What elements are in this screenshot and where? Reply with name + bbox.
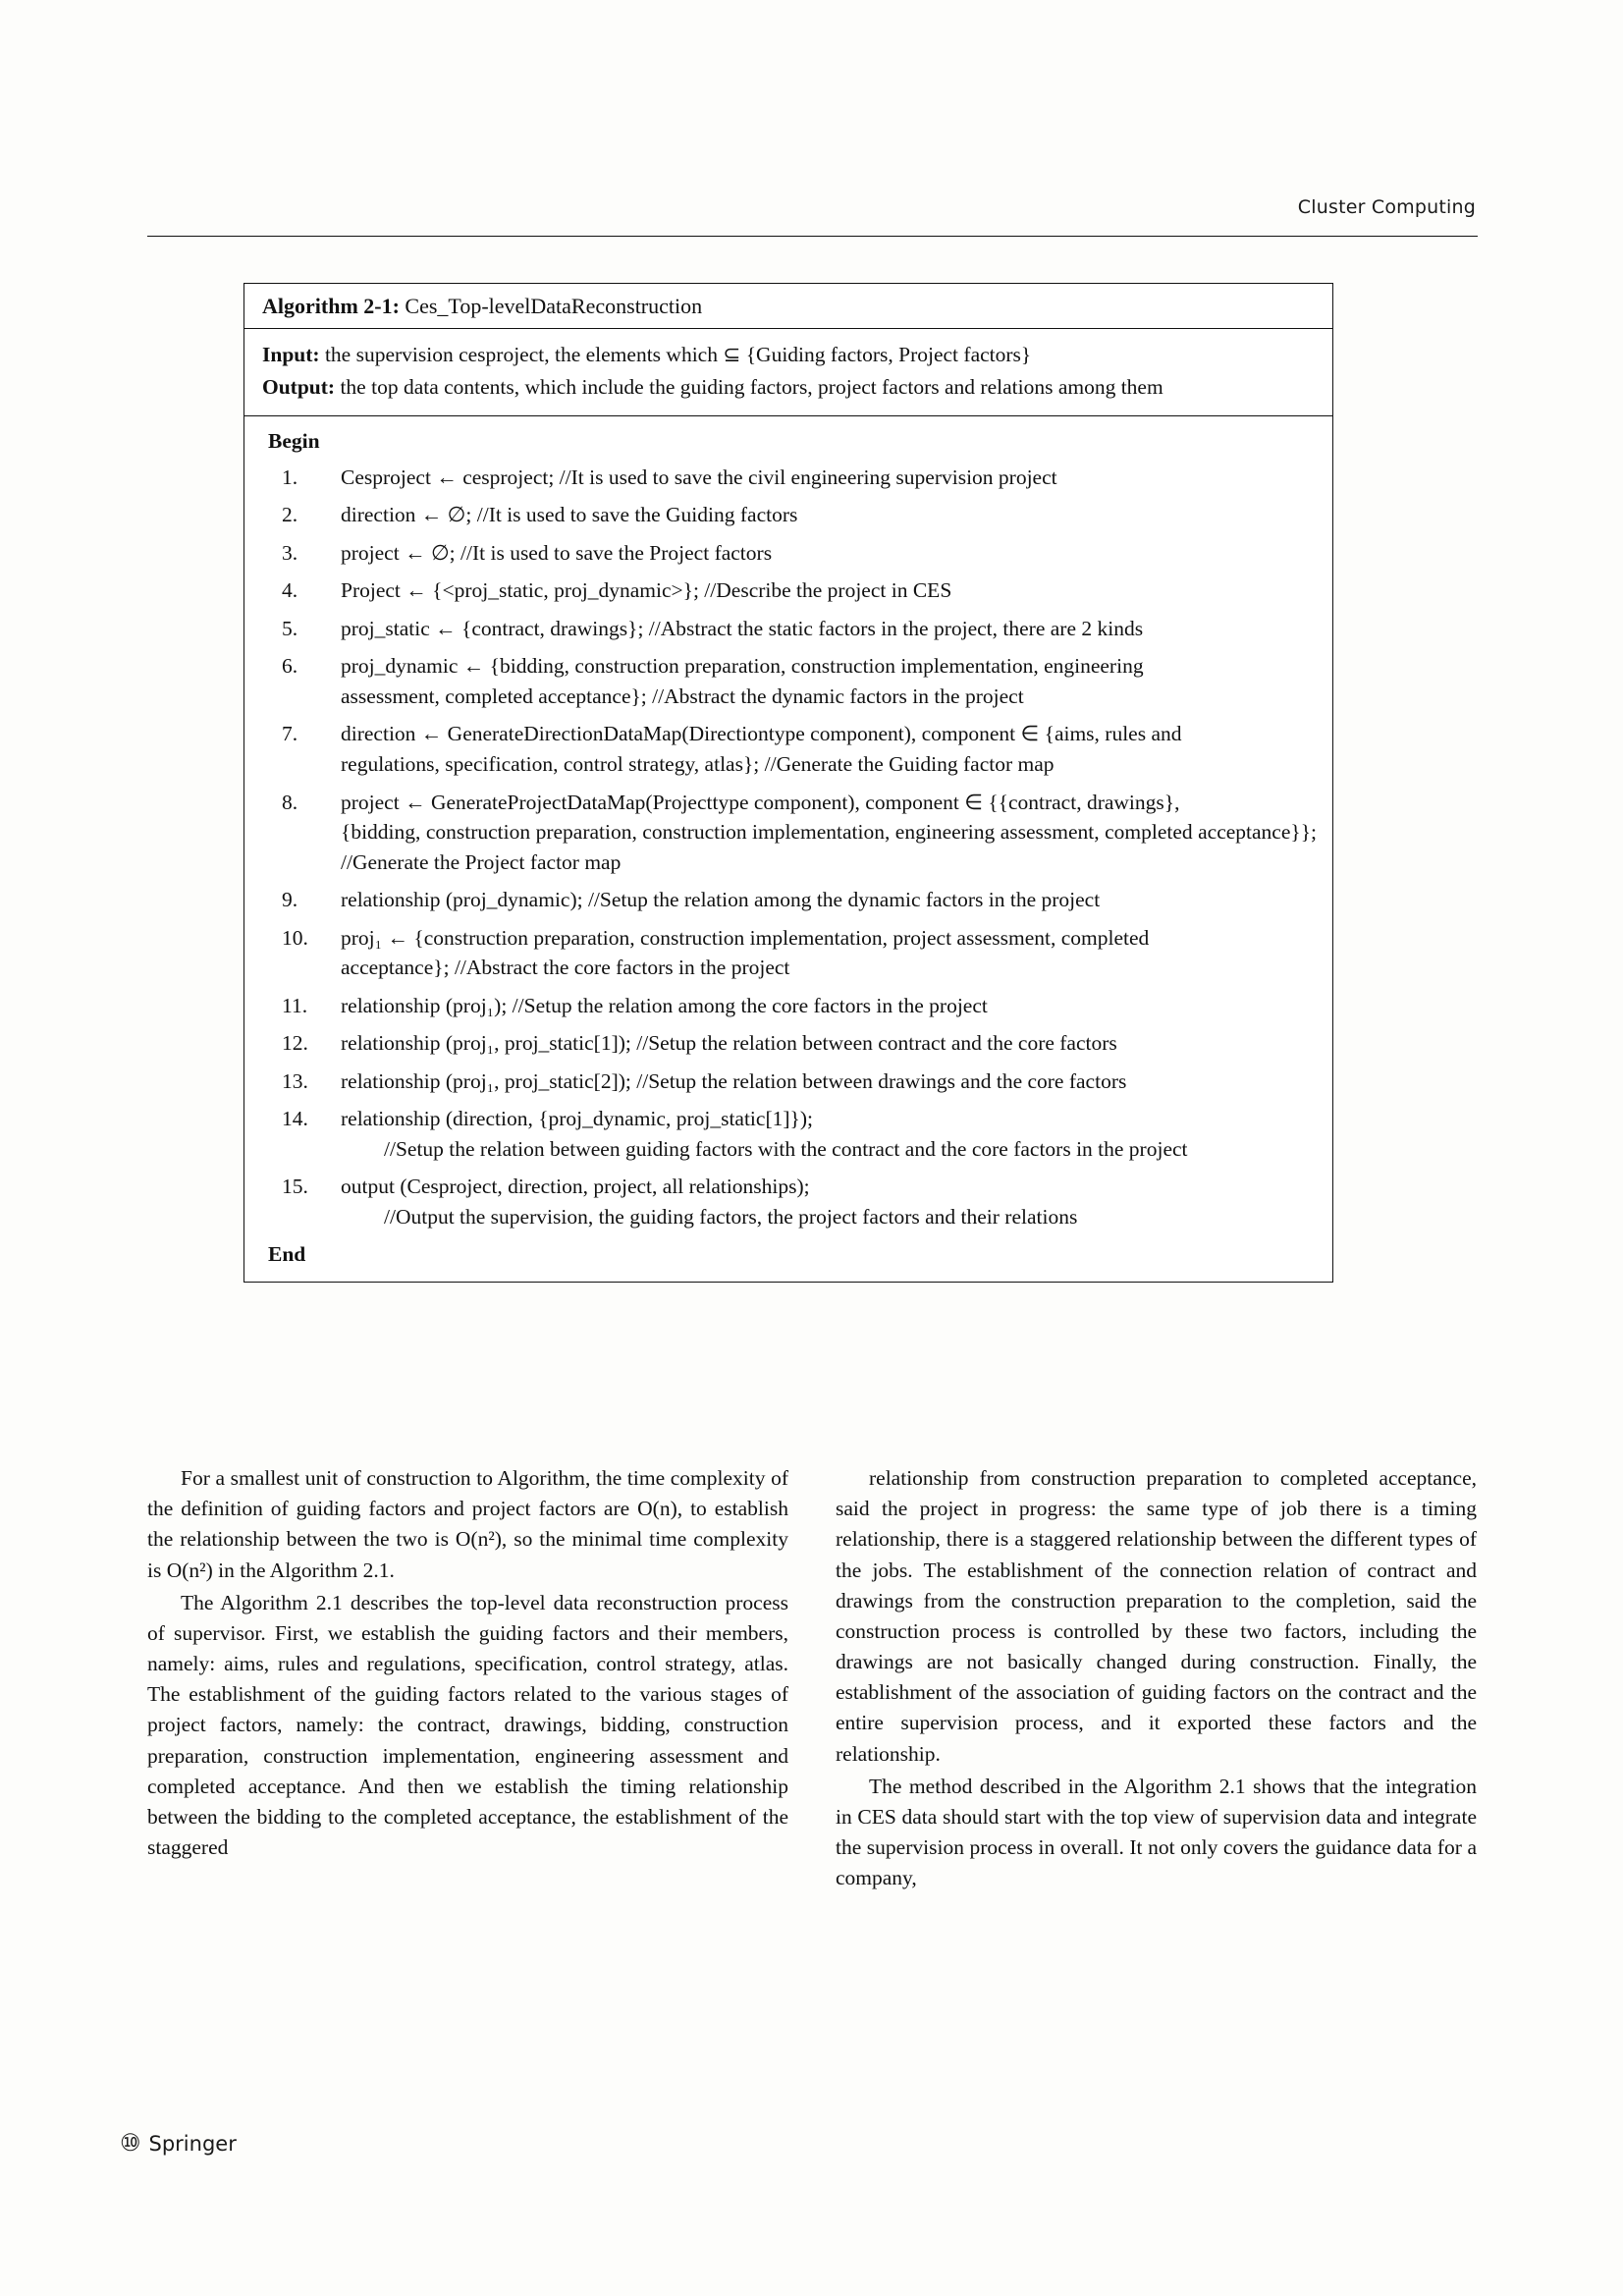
step-text: relationship (proj₁, proj_static[1]); //Setup the relation between contract and the core factors bbox=[341, 1031, 1117, 1056]
footer bbox=[120, 2129, 237, 2158]
step-number: 7. bbox=[282, 722, 298, 746]
algorithm-title bbox=[244, 284, 1332, 329]
algorithm-step bbox=[260, 651, 1317, 711]
step-text: direction ← ∅; //It is used to save the Guiding factors bbox=[341, 503, 798, 527]
algorithm-step bbox=[260, 1104, 1317, 1164]
step-text: relationship (direction, {proj_dynamic, proj_static[1]}); bbox=[341, 1107, 813, 1131]
step-text: relationship (proj₁); //Setup the relation among the core factors in the project bbox=[341, 993, 988, 1017]
step-text: relationship (proj₁, proj_static[2]); //Setup the relation between drawings and the core factors bbox=[341, 1068, 1127, 1093]
algorithm-step bbox=[260, 719, 1317, 779]
algorithm-box bbox=[243, 283, 1333, 1283]
step-text: Cesproject ← cesproject; //It is used to save the civil engineering supervision project bbox=[341, 465, 1057, 489]
step-text: output (Cesproject, direction, project, all relationships); bbox=[341, 1175, 810, 1199]
journal-name: Cluster Computing bbox=[1297, 196, 1476, 218]
step-text: relationship (proj_dynamic); //Setup the relation among the dynamic factors in the project bbox=[341, 888, 1101, 912]
algorithm-input-line bbox=[262, 340, 1315, 370]
step-continuation: regulations, specification, control strategy, atlas}; //Generate the Guiding factor map bbox=[341, 751, 1055, 776]
step-text: Project ← {<proj_static, proj_dynamic>}; //Describe the project in CES bbox=[341, 578, 952, 603]
algorithm-end: End bbox=[268, 1242, 306, 1267]
step-number: 9. bbox=[282, 888, 298, 912]
algorithm-step bbox=[260, 575, 1317, 606]
algorithm-input-text: the supervision cesproject, the elements which ⊆ {Guiding factors, Project factors} bbox=[324, 343, 1032, 366]
step-number: 13. bbox=[282, 1068, 308, 1093]
step-text: proj_dynamic ← {bidding, construction preparation, construction implementation, engineering bbox=[341, 654, 1144, 679]
step-text: proj_static ← {contract, drawings}; //Abstract the static factors in the project, there are 2 kinds bbox=[341, 616, 1144, 640]
algorithm-step bbox=[260, 1066, 1317, 1097]
paragraph: The Algorithm 2.1 describes the top-level data reconstruction process of supervisor. First, we establish the guiding factors and their members, namely: aims, rules and regulations, specification, control strategy, atlas. The establishment of the guiding factors related to the various stages of project factors, namely: the contract, drawings, bidding, construction preparation, construction implementation, engineering assessment and completed acceptance. And then we establish the timing relationship between the bidding to the completed acceptance, the establishment of the staggered bbox=[147, 1590, 788, 1860]
algorithm-begin: Begin bbox=[268, 429, 320, 454]
step-number: 5. bbox=[282, 616, 298, 640]
step-number: 4. bbox=[282, 578, 298, 603]
step-number: 3. bbox=[282, 540, 298, 565]
step-text: project ← ∅; //It is used to save the Project factors bbox=[341, 540, 773, 565]
step-number: 11. bbox=[282, 993, 308, 1017]
step-text: project ← GenerateProjectDataMap(Projecttype component), component ∈ {{contract, drawings}, bbox=[341, 790, 1180, 814]
algorithm-step bbox=[260, 463, 1317, 493]
algorithm-step bbox=[260, 538, 1317, 569]
step-continuation: acceptance}; //Abstract the core factors in the project bbox=[341, 956, 790, 980]
paragraph: For a smallest unit of construction to Algorithm, the time complexity of the definition of guiding factors and project factors are O(n), to establish the relationship between the two is O(n²), so the minimal time complexity is O(n²) in the Algorithm 2.1. bbox=[147, 1466, 788, 1582]
algorithm-step bbox=[260, 1028, 1317, 1059]
step-continuation: assessment, completed acceptance}; //Abstract the dynamic factors in the project bbox=[341, 683, 1024, 708]
step-number: 8. bbox=[282, 790, 298, 814]
algorithm-body bbox=[244, 416, 1332, 1281]
step-number: 14. bbox=[282, 1107, 308, 1131]
paragraph: The method described in the Algorithm 2.1 shows that the integration in CES data should start with the top view of supervision data and integrate the supervision process in overall. It not only covers the guidance data for a company, bbox=[836, 1774, 1477, 1890]
step-continuation: //Output the supervision, the guiding factors, the project factors and their relations bbox=[384, 1204, 1078, 1229]
algorithm-step bbox=[260, 923, 1317, 983]
step-number: 6. bbox=[282, 654, 298, 679]
algorithm-steps bbox=[260, 463, 1317, 1231]
step-number: 2. bbox=[282, 503, 298, 527]
algorithm-output-text: the top data contents, which include the guiding factors, project factors and relations among them bbox=[340, 375, 1163, 400]
header-divider bbox=[147, 236, 1478, 237]
step-continuation: //Setup the relation between guiding factors with the contract and the core factors in the project bbox=[384, 1136, 1188, 1161]
step-number: 15. bbox=[282, 1175, 308, 1199]
step-number: 1. bbox=[282, 465, 298, 489]
publisher-name: Springer bbox=[148, 2131, 237, 2156]
algorithm-input-label: Input: bbox=[262, 343, 320, 366]
algorithm-step bbox=[260, 991, 1317, 1021]
algorithm-title-name: Ces_Top-levelDataReconstruction bbox=[405, 294, 703, 318]
algorithm-step bbox=[260, 1172, 1317, 1231]
algorithm-title-label: Algorithm 2-1: bbox=[262, 294, 400, 318]
left-column bbox=[147, 1463, 788, 1893]
step-number: 12. bbox=[282, 1031, 308, 1056]
springer-logo-icon: ⑩ bbox=[120, 2131, 141, 2157]
body-columns bbox=[147, 1463, 1478, 1893]
paragraph: relationship from construction preparation to completed acceptance, said the project in progress: the same type of job there is a timing relationship, there is a staggered relationship between the different types of the jobs. The establishment of the connection relation of contract and drawings from the construction preparation to the completion, said the construction process is controlled by these two factors, including the drawings are not basically changed during construction. Finally, the establishment of the association of guiding factors on the contract and the entire supervision process, and it exported these factors and the relationship. bbox=[836, 1466, 1477, 1766]
algorithm-step bbox=[260, 500, 1317, 530]
step-continuation: {bidding, construction preparation, construction implementation, engineering assessment, completed acceptance}}; //Generate the Project factor map bbox=[341, 820, 1317, 874]
algorithm-step bbox=[260, 788, 1317, 878]
step-text: direction ← GenerateDirectionDataMap(Directiontype component), component ∈ {aims, rules and bbox=[341, 722, 1182, 746]
step-number: 10. bbox=[282, 925, 308, 950]
algorithm-output-line bbox=[262, 372, 1315, 403]
step-text: proj₁ ← {construction preparation, construction implementation, project assessment, completed bbox=[341, 925, 1150, 950]
right-column bbox=[836, 1463, 1477, 1893]
algorithm-output-label: Output: bbox=[262, 375, 336, 400]
algorithm-step bbox=[260, 614, 1317, 644]
algorithm-step bbox=[260, 885, 1317, 915]
algorithm-io bbox=[244, 329, 1332, 416]
